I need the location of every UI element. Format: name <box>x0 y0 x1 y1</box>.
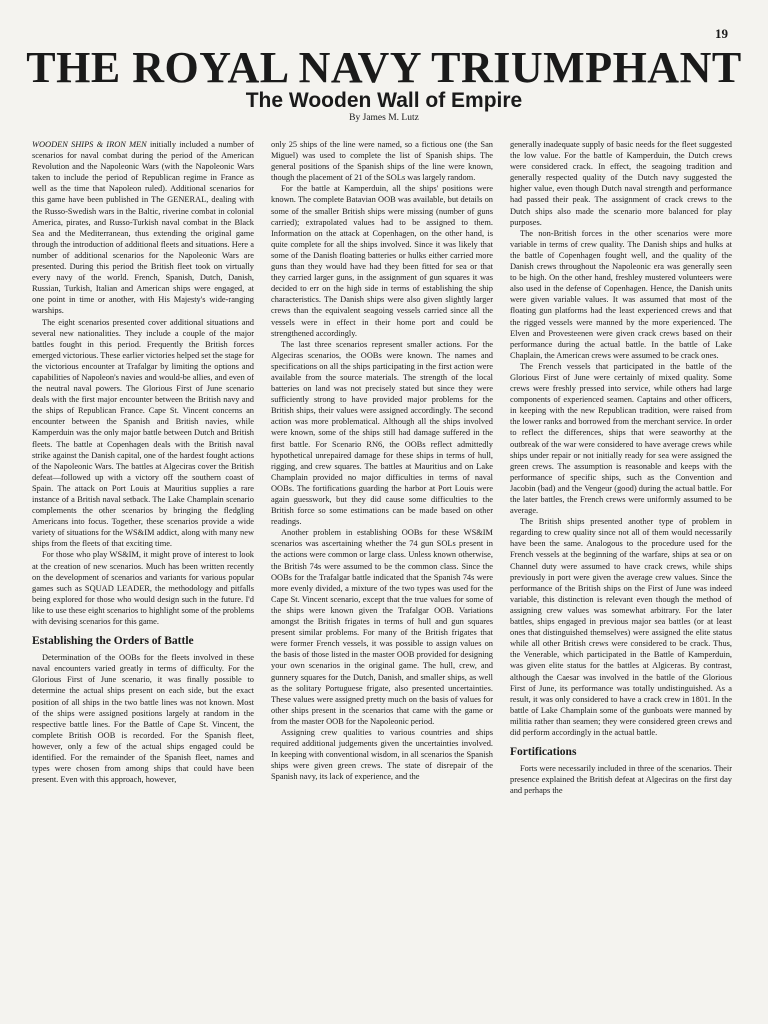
body-paragraph <box>510 763 732 796</box>
body-paragraph <box>271 183 493 338</box>
paragraph-text: initially included a number of scenarios for naval combat during the period of the American Revolution and the Napoleonic Wars (with the Napoleonic Wars taken to include the period of Republican regime in France as well as the time that Napoleon ruled). Additional scenarios for this game have been published in The GENERAL, dealing with the Russo-Swedish wars in the Baltic, riverine combat in colonial America, pirates, and Russo-Turkish naval combat in the Black Sea and the Mediterranean, thus extending the original game through the introduction of additional fleets and situations. Here a number of additional scenarios for the Napoleonic Wars are presented. During this period the British fleet took on virtually every navy of the world. French, Spanish, Dutch, Danish, Russian, Turkish, Italian and American ships were engaged, at one point in time or another, with His Majesty's wide-ranging warships. <box>32 140 254 316</box>
article-title: THE ROYAL NAVY TRIUMPHANT <box>26 43 742 92</box>
paragraph-text: The non-British forces in the other scenarios were more variable in terms of crew quality. The Danish ships and hulks at the battle of Copenhagen fought well, and the quality of the Danish crews throughout the Napoleonic era was generally seen to be high. On the other hand, freshley mustered volunteers were also used in the defense of Copenhagen. Hence, the Danish units were given variable values. It was assumed that most of the floating gun platforms had the least experienced crews and that the rigged vessels were manned by the more experienced. The Elven and Provesteenen were given crack crews based on their performance during the actual battle. In the battle of Lake Chaplain, the American crews were assumed to be crack ones. <box>510 228 732 360</box>
paragraph-text: For those who play WS&IM, it might prove of interest to look at the creation of new scenarios. Much has been written recently on the development of scenarios and variants for various popular games such as SQUAD LEADER, the methodology and pitfalls being explored for those who would design such in the future. I'd like to use these eight scenarios to highlight some of the problems with devising scenarios for this game. <box>32 550 254 627</box>
body-paragraph <box>510 228 732 361</box>
body-paragraph <box>510 361 732 516</box>
article-byline: By James M. Lutz <box>349 113 419 123</box>
page-number: 19 <box>715 26 728 41</box>
text-column-3 <box>510 139 732 1013</box>
paragraph-text: The last three scenarios represent smaller actions. For the Algeciras scenarios, the OOBs were known. The names and specifications on all the ships participating in the first action were available from the source materials. The strength of the local batteries on land was not precisely stated but since they were sufficiently strong to have provided major problems for the British ships, their values were assigned accordingly. The second action was more problematical. Although all the ships involved were known, some of the ships still had damage suffered in the first battle. For Scenario RN6, the OOBs reflect admittedly hypothetical unrepaired damage for these ships in terms of hull, rigging, and crew squares. The battles at Mauritius and on Lake Champlain provided no major difficulties in terms of naval OOBs. The fortifications guarding the harbor at Port Louis were again guesswork, but they did cause some difficulties to the British force so some estimations can be made based on other readings. <box>271 339 493 527</box>
section-heading: Establishing the Orders of Battle <box>32 635 194 648</box>
paragraph-text: Forts were necessarily included in three of the scenarios. Their presence explained the British defeat at Algeciras on the first day and perhaps the <box>510 764 732 796</box>
paragraph-text: The British ships presented another type of problem in regarding to crew quality since not all of them would necessarily have been the same. Analogous to the procedure used for the French vessels at the beginning of the warfare, ships at sea or on Channel duty were assumed to have crack crews, while ships previously in port were given the average crew values. Since the performance of the British ships on the First of June was indeed variable, this distinction is relevant even though the method of assigning crew values was somewhat arbitrary. For the later battles, ships engaged in previous major sea battles (or at least ones that distinguished themselves) were assigned the elite status while all other British crews were considered to be crack. Thus, the Venerable, which participated in the Battle of Kamperduin, was given elite status for the battles at Algiceras. By contrast, although the Caesar was involved in the battle of the Glorious First of June, its performance was totally undistinguished. As a result, it was only considered to have a crack crew in 1801. In the battle of Lake Champlain some of the gunboats were manned by militia rather than seamen; they were considered green crews and did perform accordingly in the actual battle. <box>510 517 732 737</box>
section-heading: Fortifications <box>510 746 577 759</box>
text-column-1 <box>32 139 254 1013</box>
paragraph-text: Another problem in establishing OOBs for these WS&IM scenarios was ascertaining whether the 74 gun SOLs present in the actions were common or large class. Unless known otherwise, the British 74s were assumed to be the common class. Since the OOBs for the Trafalgar battle indicated that the Spanish 74s were more evenly divided, a mixture of the two types was used for the Cape St. Vincent scenario, except that the true values for some of the ships were known given the Trafalgar OOB. Variations amongst the British frigates in terms of hull and gun squares present similar problems. For many of the British frigates that were former French vessels, it was possible to assign values on the basis of those listed in the master OOB provided for designing your own scenarios in the original game. The hull, crew, and gunnery squares for the Dutch, Danish, and smaller ships, as well as the solitary Portuguese frigate, also presented uncertainties. These values were assigned pretty much on the basis of values for other ships present in the scenarios that came with the game or from the master OOB for the Napoleonic period. <box>271 528 493 726</box>
paragraph-text: The eight scenarios presented cover additional situations and several new nationalities. They include a couple of the major battles fought in this period. Frequently the British forces emerged victorious. These earlier victories helped set the stage for the victorious encounter at Trafalgar by limiting the options and capabilities of Napoleon's navies and would-be allies, and even of the neutral naval powers. The Glorious First of June scenario deals with the first major encounter between the British navy and the ships of Republican France. Cape St. Vincent concerns an encounter between the Spanish and British navies, while Kamperduin was the only major battle between Dutch and British fleets. The battle at Copenhagen deals with the British naval strike against the Danish capital, one of the hardest fought actions of the Napoleonic Wars. The battles at Algeciras cover the British defeat—followed up with a victory off the southern coast of Spain. The attack on Port Louis at Mauritius supplies a rare instance of a British naval setback. The Lake Champlain scenario complements the other scenarios by bringing the fledgling Americans into focus. Together, these scenarios provide a wide variety of situations for the WS&IM addict, along with many new ships from the fleets of that exciting time. <box>32 317 254 549</box>
body-paragraph <box>510 139 732 228</box>
body-paragraph <box>510 516 732 738</box>
body-paragraph <box>32 139 254 317</box>
paragraph-text: For the battle at Kamperduin, all the ships' positions were known. The complete Batavian OOB was available, but details on some of the smaller British ships were missing (number of guns carried); extrapolated values had to be assigned to them. Information on the attack at Copenhagen, on the other hand, is quite complete for all the ships involved. Since it was likely that some of the Danish floating batteries or hulks either carried more guns than they would have had they been fitted for sea or that they carried larger guns, in the assignment of gun squares it was decided to err on the high side in terms of establishing the ship characteristics. The Danish ships were also given slightly larger crews than the equivalent seagoing vessels carried since all the vessels were in effect in their home port and could be strengthened accordingly. <box>271 184 493 338</box>
article-body <box>32 139 732 1013</box>
body-paragraph <box>271 727 493 782</box>
paragraph-text: generally inadequate supply of basic needs for the fleet suggested the low value. For the battle of Kamperduin, the Dutch crews were considered crack. In effect, the seagoing tradition and generally respected quality of the Dutch navy suggested the higher value, even though Dutch naval strength and performance had passed their peak. The assignment of crack crews to the Dutch ships also made the scenario more balanced for play purposes. <box>510 140 732 227</box>
body-paragraph <box>32 549 254 627</box>
article-subtitle: The Wooden Wall of Empire <box>245 89 523 112</box>
paragraph-text: Determination of the OOBs for the fleets involved in these naval encounters varied greatly in terms of difficulty. For the Glorious First of June scenario, it was finally possible to determine the actual ships present on each side, but the exact position of all ships in the two battle lines was not known. Most of the ships were assigned positions largely at random in the respective battle lines. For the Battle of Cape St. Vincent, the complete British OOB is recorded. For the Spanish fleet, however, only a few of the actual ships engaged could be identified. For the remainder of the Spanish fleet, names and types were chosen from among ships that could have been present. Even with this approach, however, <box>32 653 254 785</box>
paragraph-text: The French vessels that participated in the battle of the Glorious First of June were certainly of mixed quality. Some crews were freshly pressed into service, while others had large components of experienced seamen. Captains and other officers, in keeping with the new Republican tradition, were raised from the lower ranks and borrowed from the merchant service. In order to reflect the differences, ships that were seaworthy at the outbreak of the war were considered to have average crews while ships under repair or not initially ready for sea were assigned the green crews. The assumption is reasonable and keeps with the performance of specific ships, such as the Convention and Jacobin (bad) and the Vengeur (good) during the actual battle. For the later battles, the French crews were uniformly assumed to be average. <box>510 361 732 516</box>
body-paragraph <box>271 339 493 528</box>
body-paragraph <box>32 652 254 785</box>
game-title-italic: WOODEN SHIPS & IRON MEN <box>32 140 147 149</box>
text-column-2 <box>271 139 493 1013</box>
paragraph-text: Assigning crew qualities to various countries and ships required additional judgements given the uncertainties involved. In keeping with conventional wisdom, in all scenarios the Spanish ships were given green crews. The state of disrepair of the Spanish navy, its lack of experience, and the <box>271 727 493 782</box>
body-paragraph <box>32 317 254 550</box>
paragraph-text: only 25 ships of the line were named, so a fictious one (the San Miguel) was used to complete the list of Spanish ships. The general positions of the Spanish ships of the line were known, though the placement of 21 of the SOLs was largely random. <box>271 140 493 183</box>
body-paragraph <box>271 139 493 183</box>
body-paragraph <box>271 527 493 727</box>
